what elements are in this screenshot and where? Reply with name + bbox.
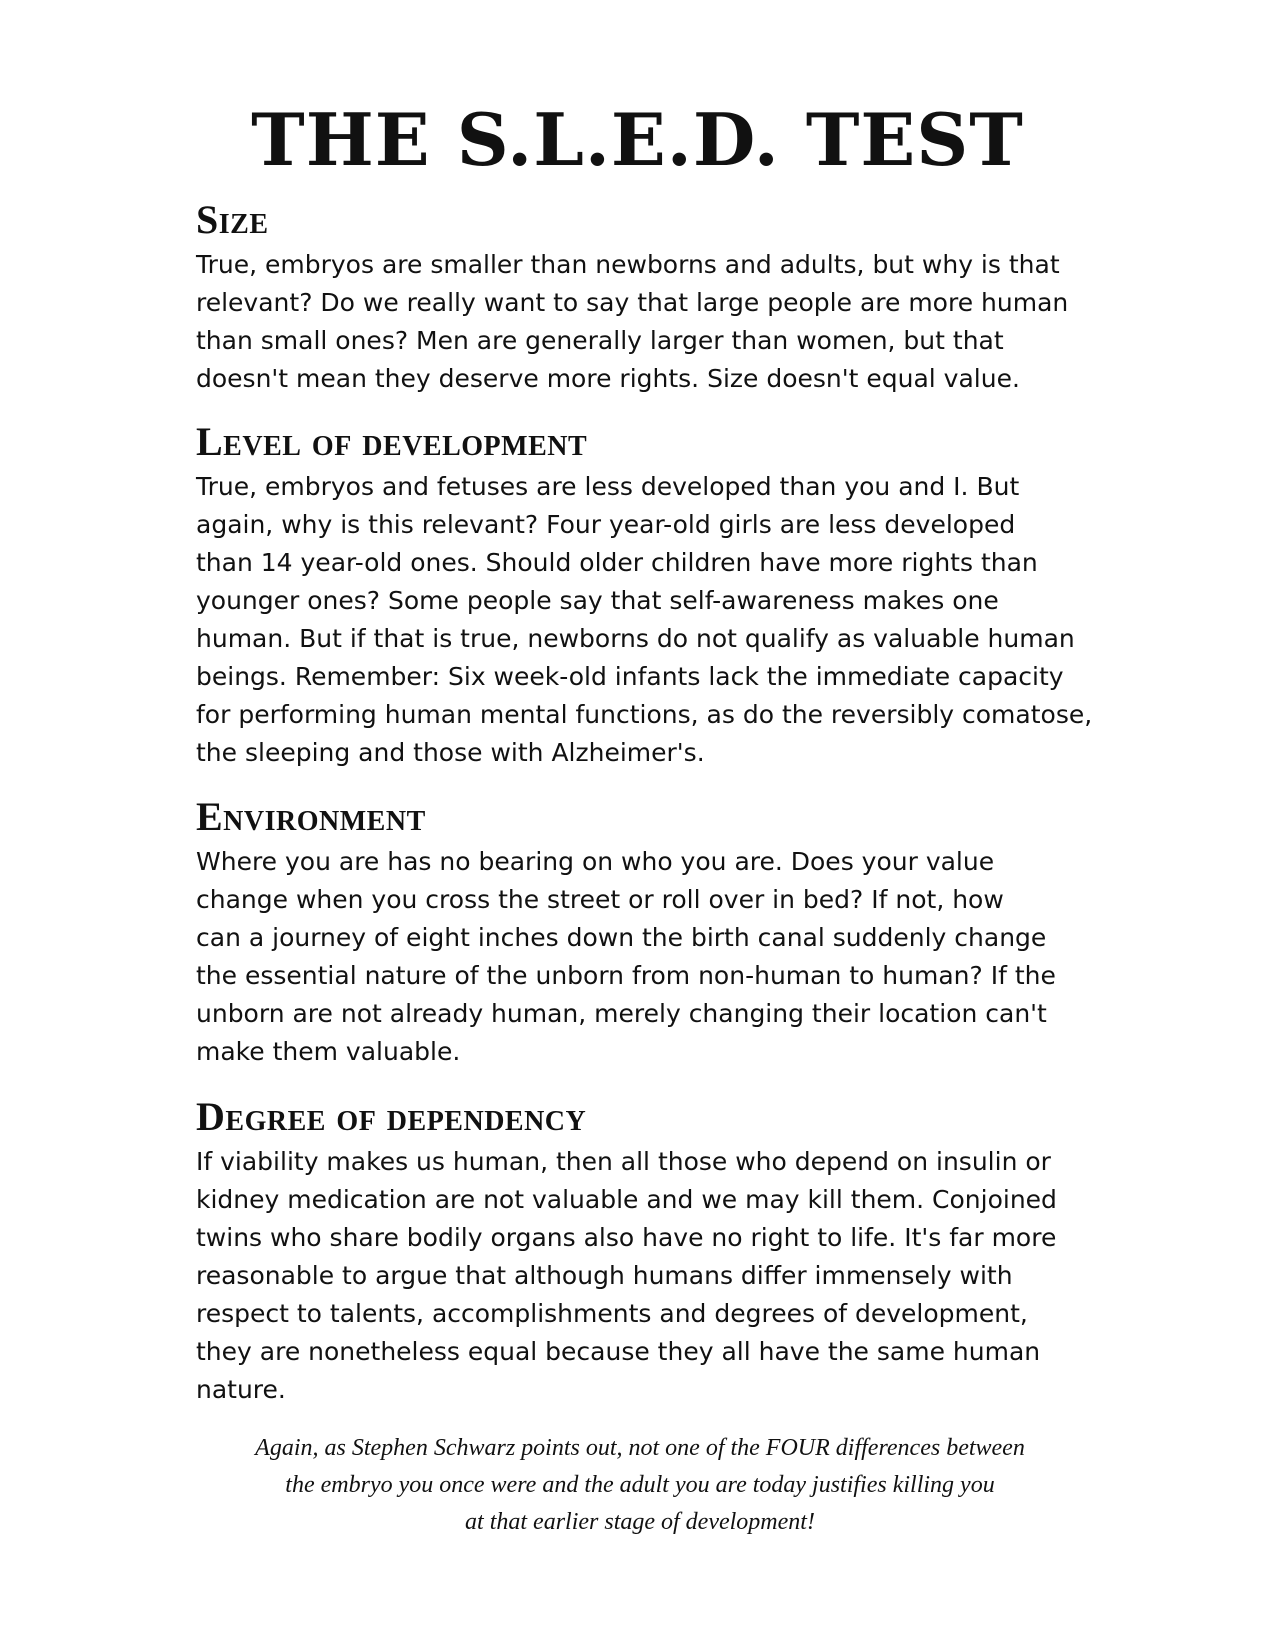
closing-quote <box>200 1430 1080 1541</box>
text-line: human. But if that is true, newborns do not qualify as valuable human <box>196 624 1075 653</box>
section-heading: Level of development <box>196 419 588 464</box>
text-line: Where you are has no bearing on who you are. Does your value <box>196 847 995 876</box>
text-line: the essential nature of the unborn from non-human to human? If the <box>196 961 1056 990</box>
text-line: make them valuable. <box>196 1037 461 1066</box>
text-line: relevant? Do we really want to say that large people are more human <box>196 288 1069 317</box>
section-heading: Degree of dependency <box>196 1094 587 1139</box>
text-line: they are nonetheless equal because they all have the same human <box>196 1337 1041 1366</box>
text-line: than small ones? Men are generally larger than women, but that <box>196 326 1004 355</box>
text-line: True, embryos are smaller than newborns and adults, but why is that <box>196 250 1060 279</box>
text-line: reasonable to argue that although humans differ immensely with <box>196 1261 1013 1290</box>
quote-line: Again, as Stephen Schwarz points out, not one of the FOUR differences between <box>255 1435 1025 1461</box>
quote-line: at that earlier stage of development! <box>465 1509 815 1535</box>
text-line: True, embryos and fetuses are less developed than you and I. But <box>196 472 1020 501</box>
section-body <box>196 1143 1096 1409</box>
section-degree-of-dependency <box>196 1095 1096 1409</box>
text-line: change when you cross the street or roll over in bed? If not, how <box>196 885 1004 914</box>
section-heading: Size <box>196 197 269 242</box>
page-title: THE S.L.E.D. TEST <box>251 97 1024 182</box>
text-line: respect to talents, accomplishments and degrees of development, <box>196 1299 1028 1328</box>
text-line: doesn't mean they deserve more rights. Size doesn't equal value. <box>196 364 1020 393</box>
text-line: younger ones? Some people say that self-awareness makes one <box>196 586 999 615</box>
section-size <box>196 198 1096 398</box>
text-line: again, why is this relevant? Four year-old girls are less developed <box>196 510 1016 539</box>
text-line: If viability makes us human, then all those who depend on insulin or <box>196 1147 1051 1176</box>
text-line: unborn are not already human, merely changing their location can't <box>196 999 1047 1028</box>
section-level-of-development <box>196 420 1096 772</box>
section-body <box>196 468 1096 772</box>
section-body <box>196 843 1096 1071</box>
section-body <box>196 246 1096 398</box>
text-line: can a journey of eight inches down the birth canal suddenly change <box>196 923 1047 952</box>
text-line: beings. Remember: Six week-old infants lack the immediate capacity <box>196 662 1064 691</box>
text-line: twins who share bodily organs also have no right to life. It's far more <box>196 1223 1057 1252</box>
text-line: nature. <box>196 1375 286 1404</box>
text-line: than 14 year-old ones. Should older children have more rights than <box>196 548 1038 577</box>
text-line: for performing human mental functions, as do the reversibly comatose, <box>196 700 1093 729</box>
text-line: kidney medication are not valuable and we may kill them. Conjoined <box>196 1185 1057 1214</box>
text-line: the sleeping and those with Alzheimer's. <box>196 738 705 767</box>
section-heading: Environment <box>196 794 426 839</box>
section-environment <box>196 795 1096 1071</box>
quote-line: the embryo you once were and the adult you are today justifies killing you <box>285 1472 995 1498</box>
